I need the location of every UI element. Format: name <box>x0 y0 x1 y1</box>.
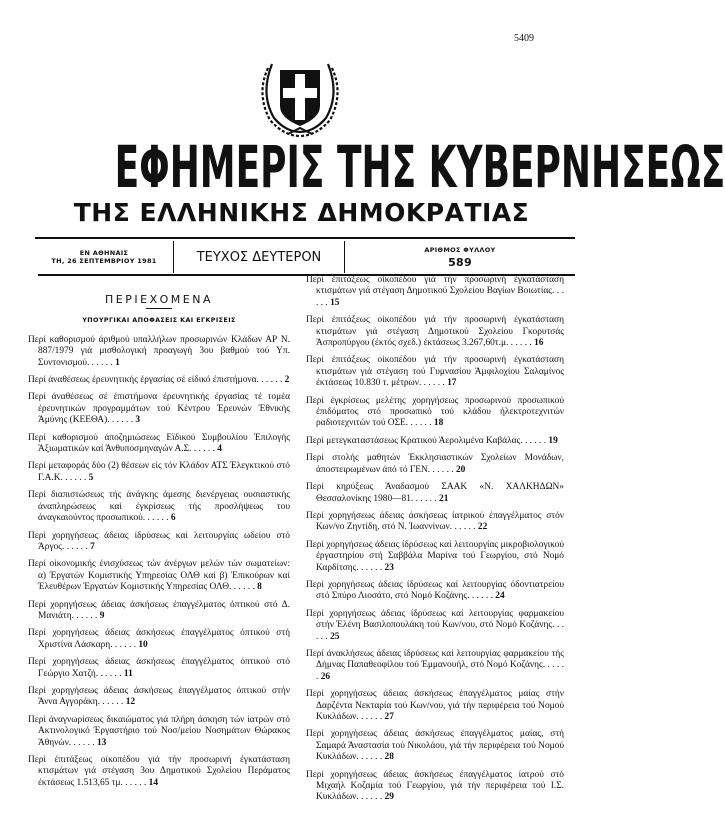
dot-leader: . . . . . <box>122 777 149 788</box>
entry-page-number: 11 <box>123 668 133 679</box>
entry-page-number: 25 <box>330 631 340 642</box>
issue-type: ΤΕΥΧΟΣ ΔΕΥΤΕΡΟΝ <box>196 249 322 265</box>
dot-leader: . . . . . <box>508 338 535 349</box>
entry-text: Περί έπιτάξεως οίκοπέδου γιά τήν προσωρινή έγκατάσταση κτισμάτων γιά στέγαση 3ου Δημοτικού Σχολείου Περάματος έκτάσεως 1.513,65 τμ. <box>28 755 290 788</box>
contents-entry <box>306 482 564 505</box>
page-number: 5409 <box>514 33 534 44</box>
dot-leader: . . . . . <box>99 697 126 708</box>
contents-entry <box>306 689 564 723</box>
contents-entry <box>28 628 290 651</box>
contents-entry <box>306 511 564 534</box>
dot-leader: . . . . . <box>430 464 456 475</box>
entry-page-number: 5 <box>88 472 94 483</box>
dot-leader: . . . . . <box>98 668 124 679</box>
entry-text: Περί χορηγήσεως άδειας ίδρύσεως καί λειτουργίας μικροβιολογικού έργαστηρίου στή Σαββάλα Μαρίνα τού Γεωργίου, στό Νομό Καρδίτσης. <box>306 539 564 573</box>
contents-entry <box>28 490 290 524</box>
entry-page-number: 22 <box>477 522 488 533</box>
contents-entry <box>306 275 564 309</box>
entry-text: Περί έγκρίσεως μελέτης χορηγήσεως προσωρινού προσωπικού έπιδόματος στό προσωπικό τού κλάδου ήλεκτροτεχνιτών ραδιοτεχνιτών τού ΟΣΕ. <box>306 395 564 429</box>
contents-entry <box>28 686 290 709</box>
dot-leader: . . . . . <box>358 792 385 803</box>
entry-page-number: 4 <box>217 444 222 455</box>
dot-leader: . . . . . <box>71 737 97 748</box>
entry-page-number: 12 <box>125 697 136 708</box>
contents-entry <box>28 461 290 484</box>
entry-page-number: 29 <box>384 792 394 803</box>
dot-leader: . . . . . <box>62 472 89 483</box>
dot-leader: . . . . . <box>316 660 564 682</box>
contents-entry <box>306 436 564 447</box>
contents-entry <box>306 609 564 643</box>
contents-entry <box>306 453 564 476</box>
entry-page-number: 24 <box>495 591 505 602</box>
dot-leader: . . . . . <box>316 620 564 642</box>
contents-entry <box>306 540 564 574</box>
entry-text: Περί έπιτάξεως οίκοπέδου γιά τήν προσωρινή έγκατάσταση κτισμάτων γιά στέγαση τού Γυμνασίου Άμφιλοχίου Σαλαμίνος έκτάσεως 10.830 τ. μέτρων. <box>306 355 564 389</box>
entry-page-number: 26 <box>320 671 331 682</box>
issue-date-cell <box>35 241 174 273</box>
entry-page-number: 1 <box>115 357 120 368</box>
entry-page-number: 7 <box>90 541 95 552</box>
entry-page-number: 21 <box>439 493 449 504</box>
dot-leader: . . . . . <box>109 415 136 426</box>
entry-page-number: 14 <box>148 777 159 788</box>
entry-page-number: 19 <box>548 435 558 446</box>
entry-text: Περί χορηγήσεως άδειας άσκήσεως έπαγγέλματος μαίας στήν Δαρζέντα Νεκταρία τού Κων/νου, γιά τήν περιφέρεια τού Νομού Κυκλάδων. <box>306 689 564 722</box>
entry-text: Περί στολής μαθητών Έκκλησιαστικών Σχολείων Μονάδων, άποστειρωμένων άπό τό ΓΕΝ. <box>306 453 564 475</box>
dot-leader: . . . . . <box>522 435 549 446</box>
dot-leader: . . . . . <box>469 591 496 602</box>
entry-text: Περί χορηγήσεως άδειας άσκήσεως έπαγγέλματος όπτικού στή Χριστίνα Λάσκαρη. <box>28 628 290 650</box>
contents-entry <box>306 580 564 603</box>
entry-page-number: 13 <box>96 737 107 748</box>
issue-date: ΤΗ, 26 ΣΕΠΤΕΜΒΡΙΟΥ 1981 <box>51 257 157 265</box>
entry-text: Περί χορηγήσεως άδειας ίδρύσεως καί λειτουργίας φαρμακείου στήν Έλένη Βασιλοπουλάκη τού Κων/νου, στό Νομό Κοζάνης. <box>306 608 564 631</box>
contents-entry <box>306 355 564 389</box>
dot-leader: . . . . . <box>413 493 440 504</box>
entry-page-number: 8 <box>257 582 262 593</box>
dot-leader: . . . . . <box>358 562 385 573</box>
entry-text: Περί καθορισμού άριθμού υπαλλήλων προσωρινών Κλάδων ΑΡ Ν. 887/1979 γιά μισθολογική προαγωγή 3ου βαθμού τού Υπ. Συντονισμού. <box>28 334 290 368</box>
entry-page-number: 10 <box>138 639 148 650</box>
contents-entry <box>28 433 290 456</box>
entry-page-number: 3 <box>135 415 141 426</box>
coat-of-arms-emblem <box>248 48 352 140</box>
entry-page-number: 20 <box>455 464 466 475</box>
dot-leader: . . . . . <box>358 752 385 763</box>
section-heading: ΥΠΟΥΡΓΙΚΑΙ ΑΠΟΦΑΣΕΙΣ ΚΑΙ ΕΓΚΡΙΣΕΙΣ <box>82 316 236 325</box>
entry-text: Περί άναθέσεως έρευνητικής έργασίας σέ είδικό έπιστήμονα. <box>28 375 259 386</box>
entry-text: Περί άνακλήσεως άδειας ίδρύσεως καί λειτουργίας φαρμακείου τής Δήμνας Παπαθεοφίλου τού Έμμανουήλ, στό Νομό Κοζάνης. <box>306 648 564 671</box>
heading-divider <box>146 308 172 309</box>
contents-entry <box>28 715 290 749</box>
entry-text: Περί οίκονομικής ένισχύσεως τών άνέργων μελών τών σωματείων: α) Έργατών Κομιστικής Υπηρεσίας ΟΛΘ καί β) Έπικούρων καί Έλευθέρων Έργατών Κομιστικής Υπηρεσίας ΟΛΘ. <box>28 559 290 593</box>
contents-right-column <box>306 275 564 810</box>
issue-type-cell <box>174 241 345 273</box>
entry-text: Περί άναγνωρίσεως δικαιώματος γιά πλήρη άσκηση τών ίατρών στό Ακτινολογικό Έργαστήριο τού Νοσ/μείου Νοσημάτων Θώρακος Άθηνών. <box>28 714 290 748</box>
contents-entry <box>306 729 564 763</box>
entry-page-number: 27 <box>384 712 394 722</box>
entry-text: Περί χορηγήσεως άδειας άσκήσεως έπαγγέλματος όπτικού στό Γεώργιο Χατζή. <box>28 657 290 679</box>
contents-entry <box>306 396 564 430</box>
entry-text: Περί έπιτάξεως οίκοπέδου γιά τήν προσωρινή έγκατάσταση κτισμάτων γιά στέγαση Δημοτικού Σχολείου Βαγίων Βοιωτίας. <box>306 275 564 297</box>
entry-text: Περί μεταφοράς δύο (2) θέσεων είς τόν Κλάδον ΑΤΣ Έλεγκτικού στό Γ.Α.Κ. <box>28 461 290 483</box>
entry-page-number: 2 <box>284 375 290 386</box>
contents-entry <box>306 315 564 349</box>
header-rule-top <box>35 237 575 239</box>
issue-place: ΕΝ ΑΘΗΝΑΙΣ <box>79 249 129 257</box>
entry-page-number: 18 <box>433 418 444 429</box>
entry-text: Περί χορηγήσεως άδειας άσκήσεως έπαγγέλματος όπτικού στό Δ. Μανιάτη. <box>28 599 290 621</box>
entry-text: Περί χορηγήσεως άδειας άσκήσεως ίατρικού έπαγγέλματος στόν Κων/νο Ζηντίδη, στό Ν. Ίωαννίνων. <box>306 510 564 533</box>
contents-heading: ΠΕΡΙΕΧΟΜΕΝΑ <box>105 293 213 306</box>
entry-text: Περί άναθέσεως σέ έπιστήμονα έρευνητικής έργασίας τέ τομέα έρευνητικών προγραμμάτων τού Κέντρου Έρευνών Έθνικής Άμύνης (ΚΕΕΘΑ). <box>28 392 290 426</box>
contents-entry <box>306 649 564 683</box>
entry-page-number: 17 <box>447 378 457 389</box>
contents-entry <box>28 600 290 623</box>
entry-page-number: 28 <box>384 752 394 763</box>
contents-entry <box>28 559 290 593</box>
entry-text: Περί χορηγήσεως άδειας άσκήσεως έπαγγέλματος όπτικού στήν Άννα Αγγοράκη. <box>28 685 290 708</box>
issue-number: 589 <box>448 255 472 269</box>
entry-text: Περί διαπιστώσεως τής άνάγκης άμεσης διενέργειας ουσιαστικής άναπληρώσεως καί έγκρίσεως τής προσλήψεως του άναγκαιούντος προσωπικού. <box>28 490 290 524</box>
dot-leader: . . . . . <box>358 712 385 722</box>
contents-entry <box>28 657 290 680</box>
dot-leader: . . . . . <box>191 444 218 455</box>
issue-number-label: ΑΡΙΘΜΟΣ ΦΥΛΛΟΥ <box>424 245 496 254</box>
dot-leader: . . . . . <box>89 357 116 368</box>
entry-page-number: 15 <box>330 297 340 308</box>
dot-leader: . . . . . <box>316 286 565 308</box>
issue-number-cell <box>345 241 575 273</box>
issue-info-row <box>35 241 575 273</box>
dot-leader: . . . . . <box>421 378 448 389</box>
entry-text: Περί κηρύξεως Άναδασμού ΣΑΑΚ «Ν. ΧΑΛΚΗΔΩΝ» Θεσσαλονίκης 1980—81. <box>306 482 564 504</box>
dot-leader: . . . . . <box>231 582 258 593</box>
dot-leader: . . . . . <box>145 513 171 524</box>
contents-entry <box>28 755 290 789</box>
gazette-title: ΕΦΗΜΕΡΙΣ ΤΗΣ ΚΥΒΕΡΝΗΣΕΩΣ <box>114 133 725 201</box>
gazette-subtitle: ΤΗΣ ΕΛΛΗΝΙΚΗΣ ΔΗΜΟΚΡΑΤΙΑΣ <box>73 198 530 227</box>
dot-leader: . . . . . <box>258 375 285 386</box>
entry-page-number: 23 <box>384 562 394 573</box>
entry-page-number: 16 <box>534 338 544 349</box>
contents-entry <box>28 375 290 386</box>
contents-entry <box>28 531 290 554</box>
contents-entry <box>306 770 564 804</box>
dot-leader: . . . . . <box>73 610 100 621</box>
contents-entry <box>28 392 290 426</box>
dot-leader: . . . . . <box>408 418 434 429</box>
entry-text: Περί χορηγήσεως άδειας ίδρύσεως καί λειτουργίας ωδείου στό Άργος. <box>28 530 290 552</box>
entry-text: Περί χορηγήσεως άδειας ίδρύσεως καί λειτουργίας όδοντιατρείου στό Σπύρο Λιοσάτο, στό Νομό Κοζάνης. <box>306 579 564 602</box>
entry-text: Περί καθορισμού άποζημιώσεως Εϊδικού Συμβουλίου Έπιλογής Άξιωματικών καί Άνθυποσμηναγών Α.Σ. <box>28 432 290 455</box>
dot-leader: . . . . . <box>64 541 91 552</box>
entry-text: Περί μετεγκαταστάσεως Κρατικού Άερολιμένα Καβάλας. <box>306 435 523 446</box>
entry-page-number: 9 <box>99 610 105 621</box>
entry-text: Περί χορηγήσεως άδειας άσκήσεως έπαγγέλματος μαίας, στή Σαμαρά Άναστασία τού Νικολάου, γιά τήν περιφέρεια τού Νομού Κυκλάδων. <box>306 729 564 763</box>
contents-entry <box>28 335 290 369</box>
entry-page-number: 6 <box>170 513 176 524</box>
dot-leader: . . . . . <box>112 639 139 650</box>
entry-text: Περί έπιτάξεως οίκοπέδου γιά τήν προσωρινή έγκατάσταση κτισμάτων γιά στέγαση Δημοτικού Σχολείου Γκορυτσάς Άσπροπύργου (έκτός σχεδ.) έκτάσεως 3.267,60τ.μ. <box>306 315 564 349</box>
entry-text: Περί χορηγήσεως άδειας άσκήσεως έπαγγέλματος ίατρού στό Μιχαήλ Κοζαμία τού Γεωργίου, γιά τήν περιφέρεια τού Ι.Σ. Κυκλάδων. <box>306 769 564 803</box>
dot-leader: . . . . . <box>452 522 478 533</box>
contents-left-column <box>28 282 290 795</box>
